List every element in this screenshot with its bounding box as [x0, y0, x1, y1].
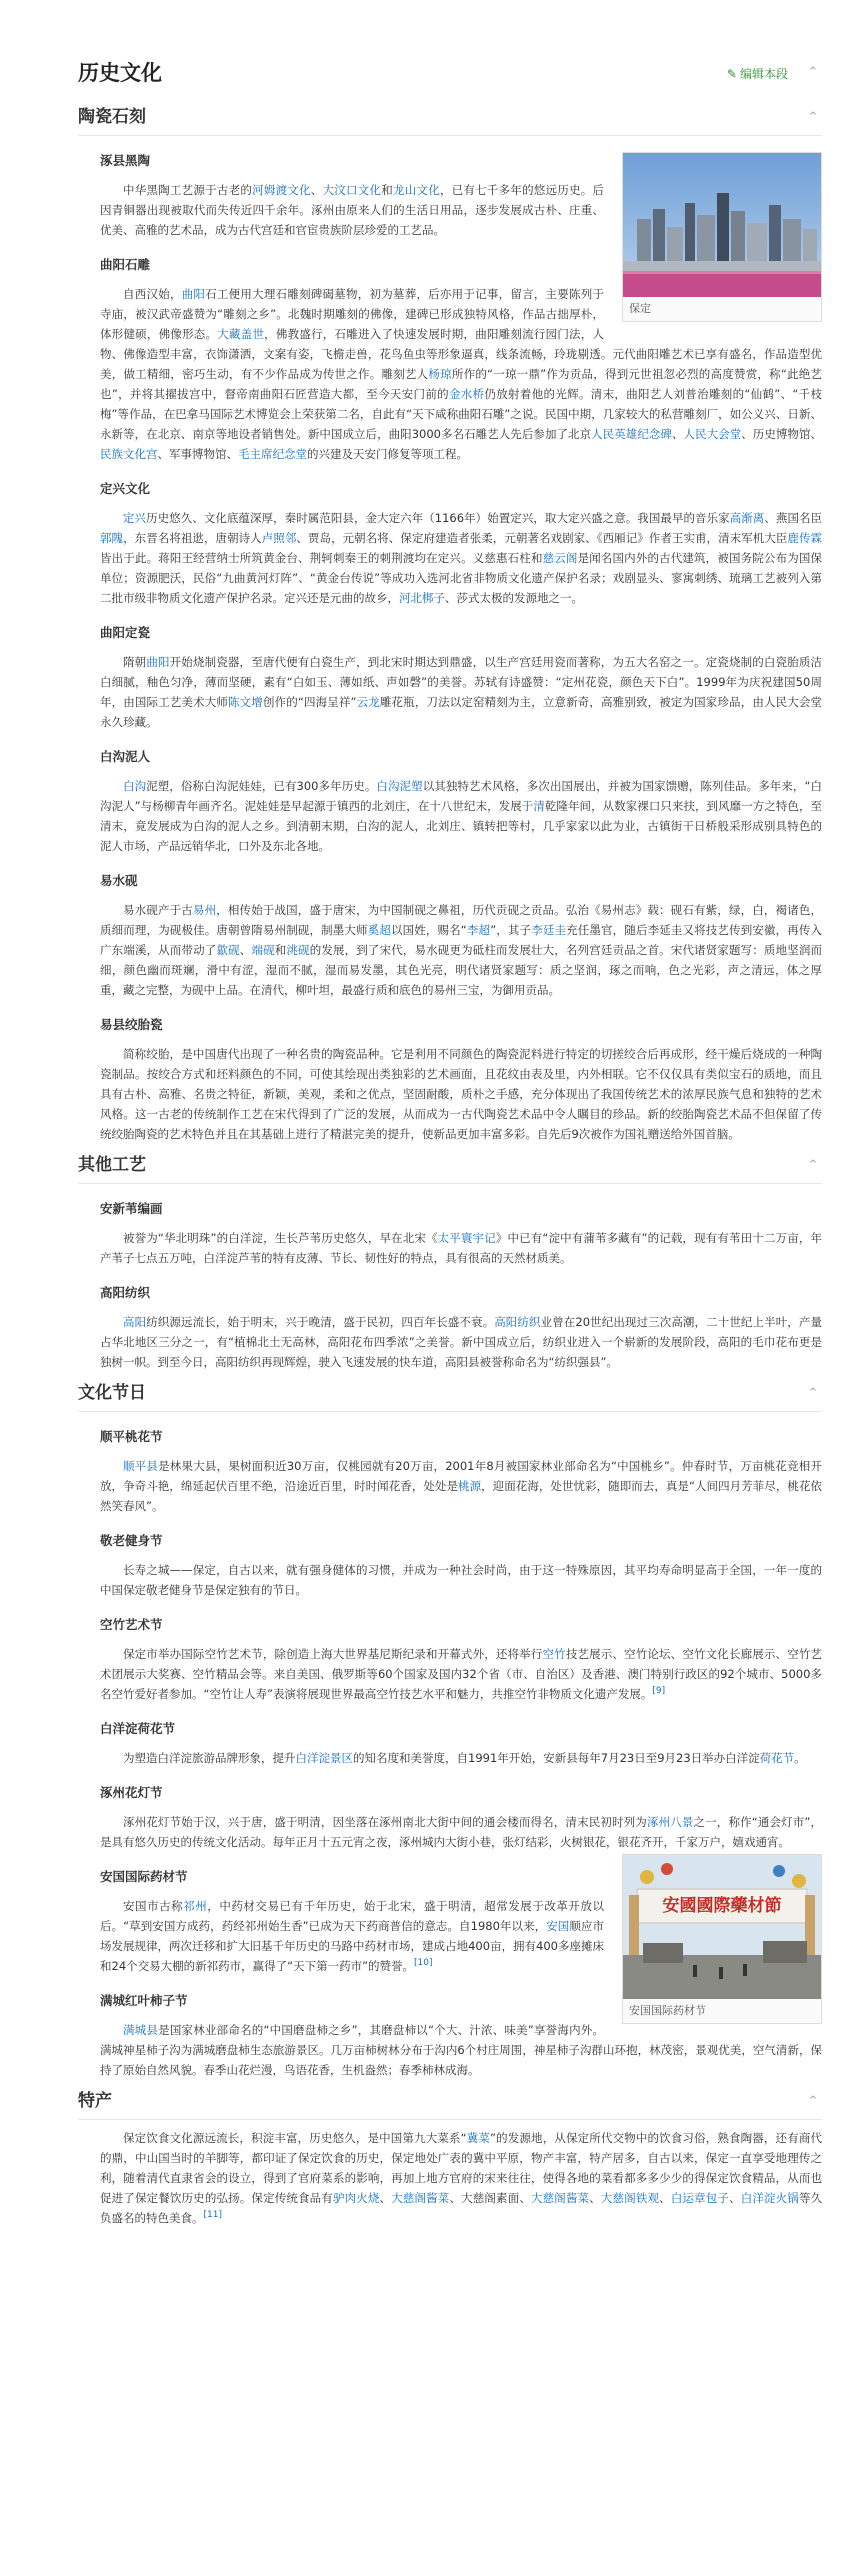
section-body: [78, 1426, 822, 2080]
subsection: [100, 1198, 822, 1268]
chevron-up-icon[interactable]: ⌃: [807, 110, 819, 125]
text-run: ，已有七千多年的悠远历史。后因青铜器出现被取代而失传近四千余年。涿州由原来人们的生活日用品，逐步发展成古朴、庄重、优美、高雅的艺术品，成为古代宫廷和官宦贵族阶层珍爱的工艺品。: [100, 183, 605, 237]
inline-link[interactable]: 高渐离: [729, 511, 765, 525]
inline-link[interactable]: 顺平县: [123, 1459, 159, 1473]
inline-link[interactable]: 卢照邻: [261, 531, 297, 545]
text-run: 业曾在20世纪出现过三次高潮，二十世纪上半叶，产量占华北地区三分之一，有“植棉北土无高林，高阳花布四季浓”之美誉。新中国成立后，纺织业进入一个崭新的发展阶段，高阳的毛巾花布更是独树一帜。到至今日，高阳纺织再现辉煌，驶入飞速发展的快车道，高阳县被誉称命名为“纺织强县”。: [100, 1315, 823, 1369]
section-specialty: [78, 2086, 822, 2228]
text-run: 、: [671, 427, 684, 441]
inline-link[interactable]: 涿州八景: [646, 1815, 694, 1829]
section-body: [78, 150, 822, 1144]
paragraph: [100, 652, 822, 732]
text-run: 、: [379, 2191, 392, 2205]
section-title: 特产: [78, 2091, 112, 2111]
subsection-title: 空竹艺术节: [100, 1617, 163, 1632]
inline-link[interactable]: 白洋淀景区: [295, 1751, 353, 1765]
inline-link[interactable]: 金水桥: [448, 387, 485, 401]
inline-link[interactable]: 河北梆子: [399, 591, 445, 605]
section-festivals: [78, 1378, 822, 2080]
text-run: 为塑造白洋淀旅游品牌形象，提升: [123, 1751, 296, 1765]
text-run: 中华黑陶工艺源于古老的: [123, 183, 253, 197]
inline-link[interactable]: 白沟泥塑: [376, 779, 423, 793]
inline-link[interactable]: 民族文化宫: [100, 447, 158, 461]
text-run: 、莎式太极的发源地之一。: [445, 591, 583, 605]
paragraph: [100, 1228, 822, 1268]
pencil-icon: ✎: [726, 67, 737, 81]
inline-link[interactable]: 大汶口文化: [322, 183, 382, 197]
subsection: [100, 1718, 822, 1768]
subsection-list: [100, 1426, 822, 2080]
chevron-up-icon[interactable]: ⌃: [807, 1158, 819, 1173]
subsection: [100, 870, 822, 1000]
inline-link[interactable]: 人民英雄纪念碑: [591, 427, 672, 441]
inline-link[interactable]: 大慈阁铁观: [600, 2191, 660, 2205]
subsection: [100, 746, 822, 856]
festival-gate-photo: [623, 1855, 821, 1999]
inline-link[interactable]: 歙砚: [216, 943, 240, 957]
subsection: [100, 622, 822, 732]
paragraph: [100, 2128, 822, 2228]
inline-link[interactable]: 满城县: [123, 2023, 159, 2037]
subsection: [100, 1282, 822, 1372]
paragraph: [100, 2020, 822, 2080]
inline-link[interactable]: 毛主席纪念堂: [238, 447, 307, 461]
figure-caption: 安国国际药材节: [629, 2004, 706, 2017]
paragraph: [100, 508, 822, 608]
text-run: 和: [381, 183, 393, 197]
paragraph: [100, 900, 822, 1000]
section-crafts: [78, 1150, 822, 1372]
text-run: 的知名度和美誉度，自1991年开始，安新县每年7月23日至9月23日举办白洋淀: [353, 1751, 760, 1765]
text-run: 石工便用大理石雕刻碑碣墓物，初为墓葬，后亦用于记事，留言，主要陈列于寺庙，被汉武帝盛赞为“雕刻之乡”。北魏时期雕刻的佛像，建碑已形成独特风格，作品古拙厚朴，体形健硕，佛像形态。: [100, 287, 605, 341]
text-run: 历史悠久、文化底蕴深厚，秦时属范阳县，金大定六年（1166年）始置定兴，取大定兴盛之意。我国最早的音乐家: [146, 511, 730, 525]
subsection-title: 涿县黑陶: [100, 153, 151, 168]
paragraph: [100, 1312, 822, 1372]
paragraph: [100, 1560, 822, 1600]
text-run: 保定饮食文化源远流长，积淀丰富，历史悠久，是中国第九大菜系“: [123, 2131, 467, 2145]
inline-link[interactable]: 安国: [546, 1919, 570, 1933]
section-header: [78, 2086, 822, 2120]
text-run: 以国姓，赐名“: [390, 923, 467, 937]
subsection-title: 满城红叶柿子节: [100, 1993, 188, 2008]
inline-link[interactable]: 杨琼: [428, 367, 452, 381]
subsection-title: 定兴文化: [100, 481, 151, 496]
inline-link[interactable]: 洮砚: [286, 943, 310, 957]
inline-link[interactable]: 易州: [192, 903, 217, 917]
inline-link[interactable]: 祁州: [183, 1899, 208, 1913]
text-run: 之一，称作“通会灯市”，是具有悠久历史的传统文化活动。每年正月十五元宵之夜，涿州城内大街小巷，张灯结彩，火树银花，银花齐开，千家万户，嬉戏通宵。: [100, 1815, 823, 1849]
text-run: 是国家林业部命名的“中国磨盘柿之乡”，其磨盘柿以“个大、汁浓、味美”享誉海内外。满城神星柿子沟为满城磨盘柿生态旅游景区。几万亩柿树林分布于沟内6个村庄周围，神星柿子沟群山环抱，林茂密，景观优美，空气清新，保持了原始自然风貌。春季山花烂漫，鸟语花香，生机盎然；春季柿林成海。: [100, 2023, 822, 2077]
text-run: ”的发源地，从保定所代交物中的饮食习俗，熟食陶器，还有商代的鼎，中山国当时的羊脚等，都印证了保定饮食的历史，保定地处广表的冀中平原，物产丰富，特产居多，自古以来，保定一直享受地理传之利，随着清代直隶省会的设立，得到了官府菜系的影响，再加上地方官府的宋来往往，使得各地的菜看都多多少少的得保定饮食精品，从而也促进了保定餐饮历史的弘扬。保定传统食品有: [100, 2131, 822, 2205]
subsection-title: 白沟泥人: [100, 749, 151, 764]
text-run: 、贾岛，元朝名将、保定府建造者张柔，元朝著名戏剧家、《西厢记》作者王实甫，清末军机大臣: [296, 531, 788, 545]
inline-link[interactable]: 白洋淀火锅: [740, 2191, 799, 2205]
inline-link[interactable]: 定兴: [123, 511, 147, 525]
paragraph: [100, 1748, 822, 1768]
text-run: 隋朝: [123, 655, 147, 669]
paragraph: [100, 1044, 822, 1144]
text-run: 》中已有“淀中有蒲苇多藏有”的记载，现有有苇田十二万亩，年产苇子七点五万吨，白洋淀芦苇的特有皮薄、节长、韧性好的特点，具有很高的天然材质美。: [100, 1231, 822, 1265]
subsection: [100, 1614, 822, 1704]
subsection-title: 曲阳石雕: [100, 257, 151, 272]
inline-link[interactable]: 高阳: [123, 1315, 147, 1329]
subsection-title: 白洋淀荷花节: [100, 1721, 176, 1736]
reference-marker[interactable]: [10]: [414, 1958, 433, 1969]
inline-link[interactable]: 荷花节: [759, 1751, 795, 1765]
text-run: 顺应市场发展规律，两次迁移和扩大旧基千年历史的马路中药材市场，建成占地400亩，拥有400多座摊床和24个交易大棚的新祁药市，赢得了“天下第一药市”的赞誉。: [100, 1919, 605, 1973]
section-body: [78, 2128, 822, 2228]
inline-link[interactable]: 陈文增: [228, 695, 263, 709]
inline-link[interactable]: 龙山文化: [393, 183, 440, 197]
text-run: 、: [239, 943, 252, 957]
inline-link[interactable]: 桃源: [458, 1479, 482, 1493]
section-title: 文化节日: [78, 1383, 146, 1403]
text-run: ”，其子: [490, 923, 532, 937]
text-run: 乾隆年间，从数家裸口只来扶，到风靡一方之特色，至清末，竟发展成为白沟的泥人之乡。到清朝末期，白沟的泥人，北刘庄、镇转把等村，几乎家家以此为业，古镇街干日桥般采形成别具特色的泥人市场，产品远销华北，口外及东北各地。: [100, 799, 822, 853]
inline-link[interactable]: 郭隗: [100, 531, 124, 545]
inline-link[interactable]: 大慈阁酱菜: [531, 2191, 590, 2205]
paragraph: [100, 1812, 822, 1852]
text-run: 纺织源远流长，始于明末，兴于晚清，盛于民初，四百年长盛不衰。: [146, 1315, 495, 1329]
chevron-up-icon[interactable]: ⌃: [807, 2094, 819, 2109]
inline-link[interactable]: 河姆渡文化: [252, 183, 311, 197]
subsection-title: 高阳纺织: [100, 1285, 151, 1300]
text-run: 等久负盛名的特色美食。: [100, 2191, 823, 2225]
page-header: [78, 58, 822, 96]
subsection-title: 易水砚: [100, 873, 138, 888]
text-run: 仍放射着他的光辉。清末，曲阳艺人刘普治雕刻的“仙鹤”、“千枝梅”等作品，在巴拿马国际艺术博览会上荣获第二名，自此有“天下咸称曲阳石雕”之说。民国中期，几家较大的私营雕刻厂，如公义兴、日新、永新等，在北京、南京等地设者销售处。新中国成立后，曲阳3000多名石雕艺人先后参加了北京: [100, 387, 822, 441]
text-run: 、: [589, 2191, 601, 2205]
text-run: 创作的“四海呈祥”: [262, 695, 357, 709]
text-run: 、: [729, 2191, 741, 2205]
paragraph: [100, 776, 822, 856]
text-run: 、: [310, 183, 323, 197]
section-title: 陶瓷石刻: [78, 107, 146, 127]
text-run: 安国市古称: [123, 1899, 184, 1913]
inline-link[interactable]: 空竹: [542, 1647, 566, 1661]
text-run: 开始烧制瓷器，至唐代便有白瓷生产，到北宋时期达到鼎盛，以生产宫廷用瓷而著称，为五大名窑之一。定瓷烧制的白瓷胎质洁白细腻，釉色匀净，薄而坚硬，素有“白如玉、薄如纸、声如磬”的美誉。苏轼有诗盛赞：“定州花瓷，颜色天下白”。1999年为庆祝建国50周年，由国际工艺美术大师: [100, 655, 823, 709]
subsection: [100, 1426, 822, 1516]
text-run: 、: [659, 2191, 671, 2205]
reference-marker[interactable]: [11]: [203, 2210, 222, 2221]
inline-link[interactable]: 慈云阁: [542, 551, 578, 565]
inline-link[interactable]: 白沟: [123, 779, 147, 793]
city-skyline-photo: [623, 153, 821, 297]
figure-caption: 保定: [629, 302, 651, 315]
text-run: ，佛教盛行，石雕进入了快速发展时期，曲阳雕刻流行园门法，人物、佛像造型丰富，衣饰潇洒，文案有姿，飞檐走兽，花鸟鱼虫等形象逼真，线条流畅，玲珑剔透。元代曲阳雕艺术已享有盛名，作品造型优美，做工精细，密巧生动，有不少作品成为传世之作。雕刻艺人: [100, 327, 822, 381]
section-title: 其他工艺: [78, 1155, 146, 1175]
subsection-title: 涿州花灯节: [100, 1785, 163, 1800]
text-run: 是林果大县，果树面积近30万亩，仅桃园就有20万亩，2001年8月被国家林业部命名为“中国桃乡”。仲春时节，万亩桃花竞相开放，争奇斗艳，绵延起伏百里不绝，沿途近百里，时时闻花香，处处是: [100, 1459, 822, 1493]
inline-link[interactable]: 曲阳: [146, 655, 170, 669]
inline-link[interactable]: 于清: [521, 799, 545, 813]
inline-link[interactable]: 高阳纺织: [494, 1315, 541, 1329]
paragraph: [100, 1456, 822, 1516]
edit-section-button[interactable]: [727, 65, 788, 83]
chevron-up-icon[interactable]: ⌃: [807, 65, 819, 80]
subsection-title: 易县绞胎瓷: [100, 1017, 163, 1032]
subsection-title: 曲阳定瓷: [100, 625, 151, 640]
inline-link[interactable]: 冀菜: [466, 2131, 491, 2145]
text-run: 所作的“一琼一鼎”作为贡品，得到元世祖忽必烈的高度赞赏，称“此绝艺也”，并将其擢拔宫中，督帝南曲阳石匠营造大都，至今天安门前的: [100, 367, 823, 401]
figure-anguo-herb-festival[interactable]: [622, 1854, 822, 2024]
chevron-up-icon[interactable]: ⌃: [807, 1386, 819, 1401]
section-header: [78, 1150, 822, 1184]
inline-link[interactable]: 李超: [466, 923, 491, 937]
text-run: 、燕国名臣: [764, 511, 823, 525]
text-run: 是闻名国内外的古代建筑，被国务院公布为国保单位；资源肥沃，民俗“九曲黄河灯阵”、“黄金台传说”等成功入选河北省非物质文化遗产保护名录；戏剧显头、寥寓刺绣、琉璃工艺被列入第二批市级非物质文化遗产保护名录。定兴还是元曲的故乡，: [100, 551, 823, 605]
text-run: 。: [794, 1751, 806, 1765]
subsection-title: 安国国际药材节: [100, 1869, 188, 1884]
text-run: 雕花瓶，刀法以定窑精刻为主，立意新奇，高雅别致，被定为国家珍品，由人民大会堂永久珍藏。: [100, 695, 823, 729]
inline-link[interactable]: 人民大会堂: [683, 427, 742, 441]
edit-section-label: 编辑本段: [739, 67, 788, 81]
reference-marker[interactable]: [9]: [652, 1686, 666, 1697]
text-run: 和: [274, 943, 287, 957]
text-run: 自西汉始，: [123, 287, 182, 301]
inline-link[interactable]: 曲阳: [181, 287, 206, 301]
text-run: 皆出于此。蒋阳王经营纳士所筑黄金台、荆轲刺秦王的刺荆渡均在定兴。义慈惠石柱和: [100, 551, 543, 565]
text-run: 简称绞胎，是中国唐代出现了一种名贵的陶瓷品种。它是利用不同颜色的陶瓷泥料进行特定的切搓绞合后再成形，经干燥后烧成的一种陶瓷制品。按绞合方式和坯料颜色的不同，可使其绘现出类独彩的艺术画面，且花纹由表及里，内外相联。它不仅仅具有类似宝石的质地，而且具有古朴、高雅、名贵之特征，新颖，美观，柔和之优点，坚固耐酸，质朴之手感，充分体现出了我国传统艺术的浓厚民族气息和独特的艺术风格。这一古老的传统制作工艺在宋代得到了广泛的发展，从而成为一古代陶瓷艺术品中令人瞩目的珍品。新的绞胎陶瓷艺术品不但保留了传统绞胎陶瓷的艺术特色并且在其基础上进行了精湛完美的提升，使新品更加丰富多彩。自先后9次被作为国礼赠送给外国首脑。: [100, 1047, 822, 1141]
inline-link[interactable]: 奚超: [367, 923, 391, 937]
inline-link[interactable]: 太平寰宇记: [437, 1231, 496, 1245]
section-header: [78, 1378, 822, 1412]
text-run: 、大慈阁素面、: [449, 2191, 531, 2205]
text-run: 保定市举办国际空竹艺术节，除创造上海大世界基尼斯纪录和开幕式外，还将举行: [123, 1647, 543, 1661]
text-run: ，东晋名将祖逖，唐朝诗人: [123, 531, 262, 545]
inline-link[interactable]: 驴肉火烧: [332, 2191, 380, 2205]
festival-banner-text: 安國國際藥材節: [662, 1896, 782, 1916]
text-run: 涿州花灯节始于汉，兴于唐，盛于明清，因坐落在涿州南北大街中间的通会楼而得名，清末民初时列为: [123, 1815, 647, 1829]
subsection-title: 敬老健身节: [100, 1533, 163, 1548]
paragraph: [100, 1644, 822, 1704]
text-run: ，相传始于战国，盛于唐宋，为中国制砚之鼻祖，历代贡砚之贡品。弘治《易州志》载：砚石有紫，绿，白，褐诸色，质细而理，为砚极佳。唐朝曾隋易州制砚，制墨大师: [100, 903, 823, 937]
section-ceramics: [78, 102, 822, 1144]
subsection: [100, 478, 822, 608]
text-run: 的发展，到了宋代，易水砚更为砥柱而发展壮大，名列宫廷贡品之首。宋代诸贤家题写：质地坚润而细，颜色幽而斑斓，滑中有涩，湿而不腻，湿而易发墨，其色光亮，明代诸贤家题写：质之坚润，琢之而响，色之光彩，声之清远，体之厚重，藏之完整，为砚中上品。在清代，柳叶坦，最盛行质和底色的易州三宝，为御用贡品。: [100, 943, 823, 997]
figure-baoding[interactable]: [622, 152, 822, 322]
subsection: [100, 1530, 822, 1600]
subsection-title: 顺平桃花节: [100, 1429, 163, 1444]
subsection-title: 安新苇编画: [100, 1201, 163, 1216]
section-body: [78, 1198, 822, 1372]
text-run: 、军事博物馆、: [157, 447, 238, 461]
subsection: [100, 1782, 822, 1852]
text-run: 易水砚产于古: [123, 903, 193, 917]
inline-link[interactable]: 大慈阁酱菜: [391, 2191, 450, 2205]
subsection: [100, 1014, 822, 1144]
text-run: ，中药材交易已有千年历史，始于北宋，盛于明清，超常发展于改革开放以后。“草到安国方成药，药经祁州始生香”已成为天下药商普信的意志。自1980年以来，: [100, 1899, 605, 1933]
text-run: 被誉为“华北明珠”的白洋淀，生长芦苇历史悠久，早在北宋《: [123, 1231, 438, 1245]
section-header: [78, 102, 822, 136]
text-run: 、历史博物馆、: [741, 427, 823, 441]
inline-link[interactable]: 白运章包子: [670, 2191, 730, 2205]
text-run: ，迎面花海，处世忧彩，随即而去，真是“人间四月芳菲尽，桃花依然笑春风”。: [100, 1479, 822, 1513]
text-run: 的兴建及天安门修复等项工程。: [307, 447, 468, 461]
text-run: 泥塑，俗称白沟泥娃娃，已有300多年历史。: [146, 779, 377, 793]
inline-link[interactable]: 李廷圭: [531, 923, 567, 937]
text-run: 充任墨官，随后李延圭又将技艺传到安徽，再传入广东端溪，从而带动了: [100, 923, 823, 957]
inline-link[interactable]: 端砚: [251, 943, 275, 957]
inline-link[interactable]: 鹿传霖: [787, 531, 823, 545]
text-run: 技艺展示、空竹论坛、空竹文化长廊展示、空竹艺术团展示大奖赛、空竹精品会等。来自美国、俄罗斯等60个国家及国内32个省（市、自治区）及香港、澳门特别行政区的92个城市、5000多名空竹爱好者参加。“空竹让人寿”表演将展现世界最高空竹技艺水平和魅力，共推空竹非物质文化遗产发展。: [100, 1647, 823, 1701]
subsection-list: [100, 1198, 822, 1372]
text-run: 以其独特艺术风格，多次出国展出，并被为国家馈赠，陈列佳品。多年来，“白沟泥人”与杨柳青年画齐名。泥娃娃是早起源于镇西的北刘庄，在十八世纪末，发展: [100, 779, 822, 813]
page-title: 历史文化: [78, 61, 162, 85]
inline-link[interactable]: 云龙: [356, 695, 380, 709]
text-run: 长寿之城——保定，自古以来，就有强身健体的习惯，并成为一种社会时尚，由于这一特殊原因，其平均寿命明显高于全国，一年一度的中国保定敬老健身节是保定独有的节日。: [100, 1563, 822, 1597]
inline-link[interactable]: 大藏盖世: [217, 327, 265, 341]
